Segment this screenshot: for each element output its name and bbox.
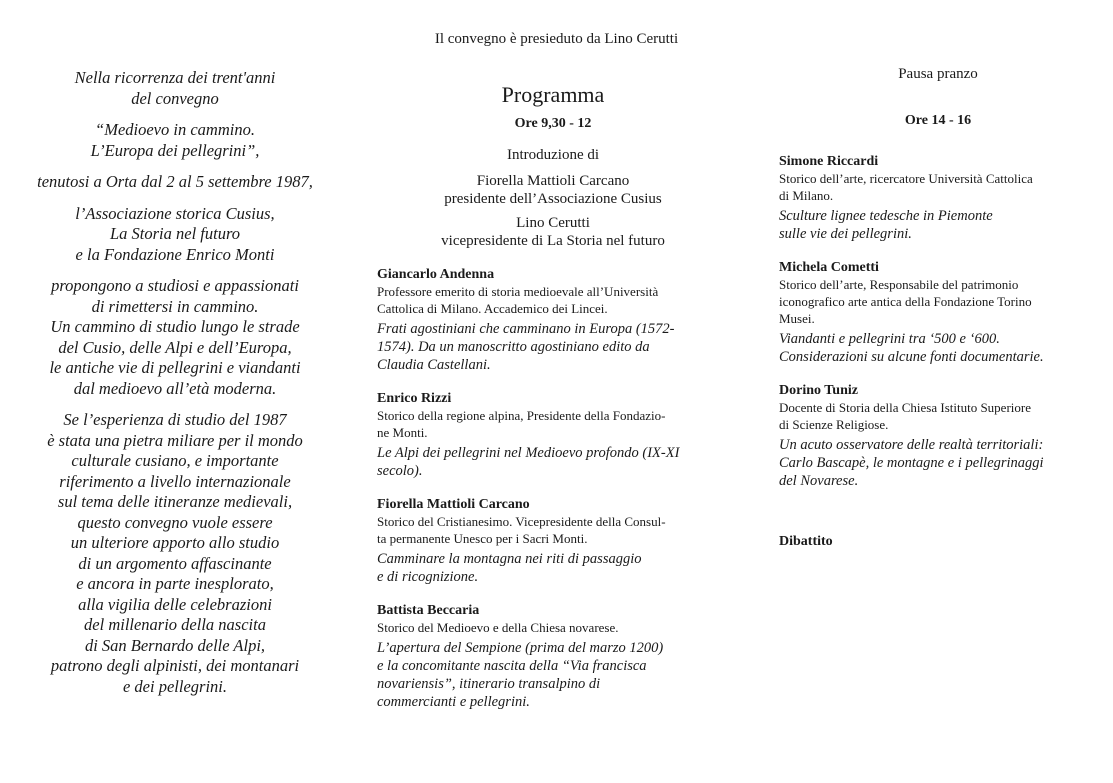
intro-label: Introduzione di [506,147,600,163]
speaker-name: Dorino Tuniz [779,383,858,398]
text-line: culturale cusiano, e importante [71,451,279,470]
programme-title: Programma [501,82,605,107]
talk-title [377,320,729,374]
speaker-entry [377,266,729,374]
talk-title [779,207,1097,243]
talk-title [377,550,729,586]
text-line: e ancora in parte inesplorato, [76,574,274,593]
speaker-name: Michela Cometti [779,260,879,275]
speaker-role [779,276,1097,327]
text-line: alla vigilia delle celebrazioni [78,594,272,614]
text-line: Nella ricorrenza dei trent'anni [74,68,276,87]
text-line: questo convegno vuole essere [77,512,273,532]
text-line: Cattolica di Milano. Accademico dei Lincei. [377,301,608,316]
intro-person-name: Lino Cerutti [516,215,590,231]
text-line: del Novarese. [779,473,859,489]
speaker-role [377,619,729,636]
text-line: sulle vie dei pellegrini. [779,226,912,242]
text-line: le antiche vie di pellegrini e viandanti [49,358,301,377]
speaker-entry [377,390,729,480]
speaker-name: Simone Riccardi [779,154,879,169]
speaker-role [377,407,729,441]
right-column-programme [779,66,1097,550]
text-line: Considerazioni su alcune fonti documentarie. [779,349,1044,365]
text-line: dal medioevo all’età moderna. [73,378,277,398]
speaker-entry [779,153,1097,243]
text-line: Le Alpi dei pellegrini nel Medioevo profondo (IX-XI [377,445,680,461]
intro-paragraph [14,120,336,161]
text-line: di Milano. [779,188,834,203]
lunch-break: Pausa pranzo [898,66,978,82]
speaker-entry [779,259,1097,366]
text-line: riferimento a livello internazionale [59,471,291,491]
speaker-role [377,513,729,547]
introduction-block [377,146,729,250]
text-line: L’apertura del Sempione (prima del marzo 1200) [377,640,664,656]
text-line: Claudia Castellani. [377,357,491,373]
text-line: Sculture lignee tedesche in Piemonte [779,208,993,224]
left-column-intro-text [14,68,336,708]
text-line: Un cammino di studio lungo le strade [50,317,300,336]
speaker-entry [377,496,729,586]
text-line: ta permanente Unesco per i Sacri Monti. [377,531,588,546]
text-line: tenutosi a Orta dal 2 al 5 settembre 1987, [37,172,313,191]
talk-title [779,436,1097,490]
intro-paragraph [14,410,336,697]
talk-title [779,330,1097,366]
speaker-name: Fiorella Mattioli Carcano [377,497,530,512]
text-line: Camminare la montagna nei riti di passaggio [377,551,642,567]
text-line: Storico del Medioevo e della Chiesa novarese. [377,620,619,635]
text-line: del convegno [131,88,219,108]
text-line: e dei pellegrini. [122,676,227,696]
intro-paragraph [14,204,336,266]
text-line: del Cusio, delle Alpi e dell’Europa, [58,337,292,357]
text-line: 1574). Da un manoscritto agostiniano edito da [377,339,650,355]
text-line: Storico della regione alpina, Presidente della Fondazio- [377,408,666,423]
text-line: secolo). [377,463,423,479]
text-line: di un argomento affascinante [78,553,272,573]
text-line: Viandanti e pellegrini tra ‘500 e ‘600. [779,331,1000,347]
morning-session-time: Ore 9,30 - 12 [514,116,592,131]
speaker-name: Enrico Rizzi [377,391,452,406]
text-line: “Medioevo in cammino. [95,120,255,139]
speaker-role [779,399,1097,433]
intro-person-role: presidente dell’Associazione Cusius [444,191,662,207]
text-line: di rimettersi in cammino. [91,296,259,316]
speaker-name: Battista Beccaria [377,603,480,618]
text-line: L’Europa dei pellegrini”, [90,140,260,160]
speaker-role [377,283,729,317]
text-line: e la concomitante nascita della “Via francisca [377,658,647,674]
intro-person-name: Fiorella Mattioli Carcano [476,173,630,189]
text-line: Musei. [779,311,815,326]
speaker-entry [779,382,1097,490]
text-line: iconografico arte antica della Fondazione Torino [779,294,1032,309]
speaker-entry [377,602,729,711]
text-line: un ulteriore apporto allo studio [70,533,280,552]
text-line: e di ricognizione. [377,569,479,585]
text-line: ne Monti. [377,425,428,440]
intro-person-role: vicepresidente di La Storia nel futuro [441,233,665,249]
text-line: sul tema delle itineranze medievali, [57,492,293,511]
talk-title [377,639,729,711]
afternoon-session-time: Ore 14 - 16 [904,113,972,128]
text-line: e la Fondazione Enrico Monti [75,244,275,264]
text-line: Storico dell’arte, Responsabile del patrimonio [779,277,1019,292]
intro-paragraph [14,172,336,193]
text-line: Frati agostiniani che camminano in Europa (1572- [377,321,675,337]
text-line: Storico dell’arte, ricercatore Università Cattolica [779,171,1033,186]
debate-label: Dibattito [779,534,833,549]
text-line: è stata una pietra miliare per il mondo [47,430,303,450]
text-line: di San Bernardo delle Alpi, [84,635,266,655]
text-line: Storico del Cristianesimo. Vicepresidente della Consul- [377,514,666,529]
text-line: La Storia nel futuro [109,224,241,243]
intro-paragraph [14,68,336,109]
text-line: Un acuto osservatore delle realtà territoriali: [779,437,1044,453]
intro-paragraph [14,276,336,399]
text-line: l’Associazione storica Cusius, [75,203,275,223]
text-line: Se l’esperienza di studio del 1987 [63,410,287,429]
page-title: Il convegno è presieduto da Lino Cerutti [434,31,679,47]
text-line: novariensis”, itinerario transalpino di [377,676,601,692]
middle-column-programme [377,80,729,711]
text-line: propongono a studiosi e appassionati [51,276,299,295]
text-line: Carlo Bascapè, le montagne e i pellegrinaggi [779,455,1044,471]
text-line: di Scienze Religiose. [779,417,889,432]
speaker-role [779,170,1097,204]
text-line: patrono degli alpinisti, dei montanari [50,656,300,675]
talk-title [377,444,729,480]
text-line: Docente di Storia della Chiesa Istituto Superiore [779,400,1031,415]
text-line: Professore emerito di storia medioevale all’Università [377,284,659,299]
text-line: commercianti e pellegrini. [377,694,530,710]
speaker-name: Giancarlo Andenna [377,267,495,282]
text-line: del millenario della nascita [84,615,266,634]
